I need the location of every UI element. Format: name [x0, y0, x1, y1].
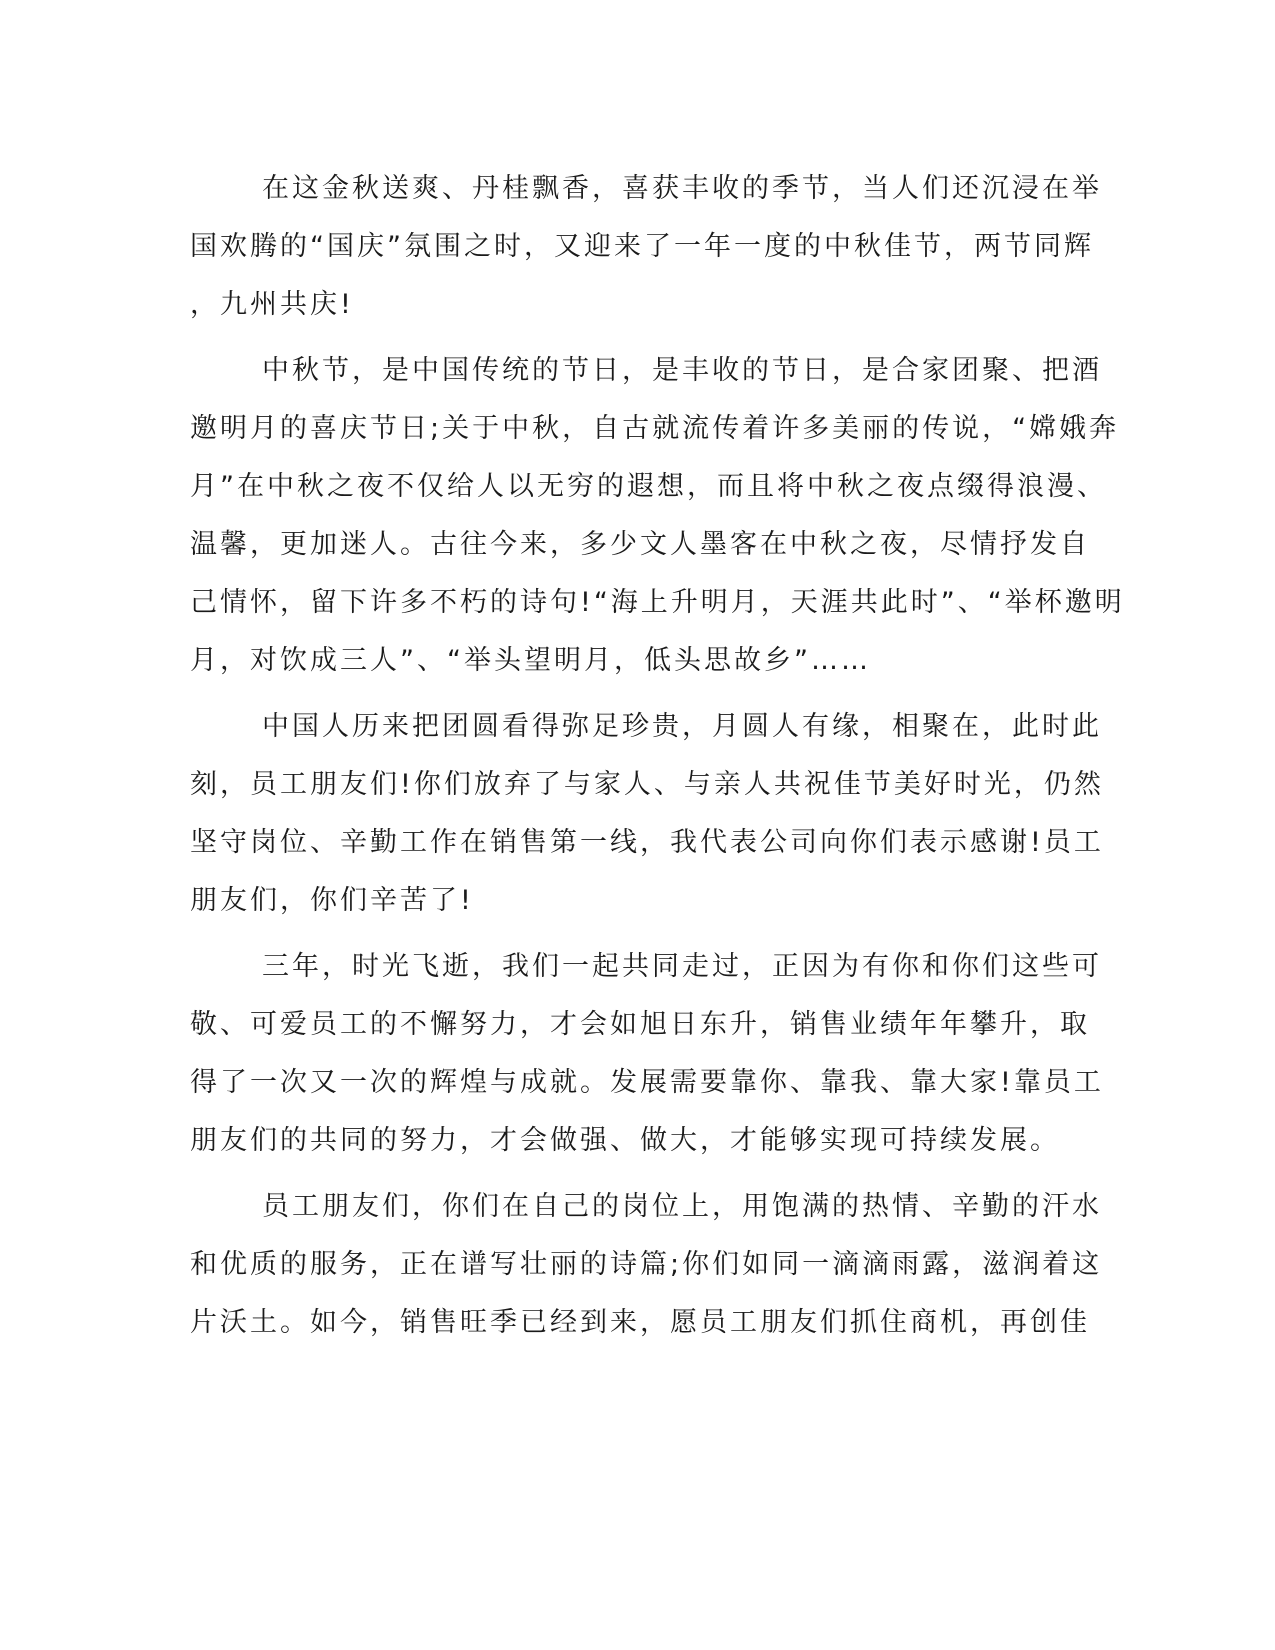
text-line: 国欢腾的“国庆”氛围之时，又迎来了一年一度的中秋佳节，两节同辉: [190, 231, 1094, 262]
text-line: 敬、可爱员工的不懈努力，才会如旭日东升，销售业绩年年攀升，取: [190, 1009, 1090, 1040]
text-line: 朋友们，你们辛苦了!: [190, 885, 474, 916]
text-line: 坚守岗位、辛勤工作在销售第一线，我代表公司向你们表示感谢!员工: [190, 827, 1104, 858]
text-line: 员工朋友们，你们在自己的岗位上，用饱满的热情、辛勤的汗水: [262, 1191, 1102, 1222]
paragraph-gap: [190, 930, 1090, 938]
paragraph-3: [190, 698, 1104, 930]
text-line: 在这金秋送爽、丹桂飘香，喜获丰收的季节，当人们还沉浸在举: [262, 173, 1102, 204]
document-body: [190, 160, 1125, 1352]
text-line: ，九州共庆!: [190, 289, 354, 320]
text-line: 温馨，更加迷人。古往今来，多少文人墨客在中秋之夜，尽情抒发自: [190, 529, 1090, 560]
paragraph-1: [190, 160, 1102, 334]
paragraph-gap: [190, 690, 1090, 698]
paragraph-gap: [190, 334, 1090, 342]
text-line: 中国人历来把团圆看得弥足珍贵，月圆人有缘，相聚在，此时此: [262, 711, 1102, 742]
paragraph-5: [190, 1178, 1103, 1352]
text-line: 三年，时光飞逝，我们一起共同走过，正因为有你和你们这些可: [262, 951, 1102, 982]
text-line: 片沃土。如今，销售旺季已经到来，愿员工朋友们抓住商机，再创佳: [190, 1307, 1090, 1338]
text-line: 刻，员工朋友们!你们放弃了与家人、与亲人共祝佳节美好时光，仍然: [190, 769, 1104, 800]
paragraph-gap: [190, 1170, 1090, 1178]
text-line: 月，对饮成三人”、“举头望明月，低头思故乡”……: [190, 645, 871, 676]
text-line: 得了一次又一次的辉煌与成就。发展需要靠你、靠我、靠大家!靠员工: [190, 1067, 1104, 1098]
text-line: 月”在中秋之夜不仅给人以无穷的遐想，而且将中秋之夜点缀得浪漫、: [190, 471, 1107, 502]
paragraph-2: [190, 342, 1125, 690]
text-line: 朋友们的共同的努力，才会做强、做大，才能够实现可持续发展。: [190, 1125, 1060, 1156]
text-line: 中秋节，是中国传统的节日，是丰收的节日，是合家团聚、把酒: [262, 355, 1102, 386]
paragraph-4: [190, 938, 1104, 1170]
text-line: 邀明月的喜庆节日;关于中秋，自古就流传着许多美丽的传说，“嫦娥奔: [190, 413, 1120, 444]
text-line: 己情怀，留下许多不朽的诗句!“海上升明月，天涯共此时”、“举杯邀明: [190, 587, 1125, 618]
text-line: 和优质的服务，正在谱写壮丽的诗篇;你们如同一滴滴雨露，滋润着这: [190, 1249, 1103, 1280]
